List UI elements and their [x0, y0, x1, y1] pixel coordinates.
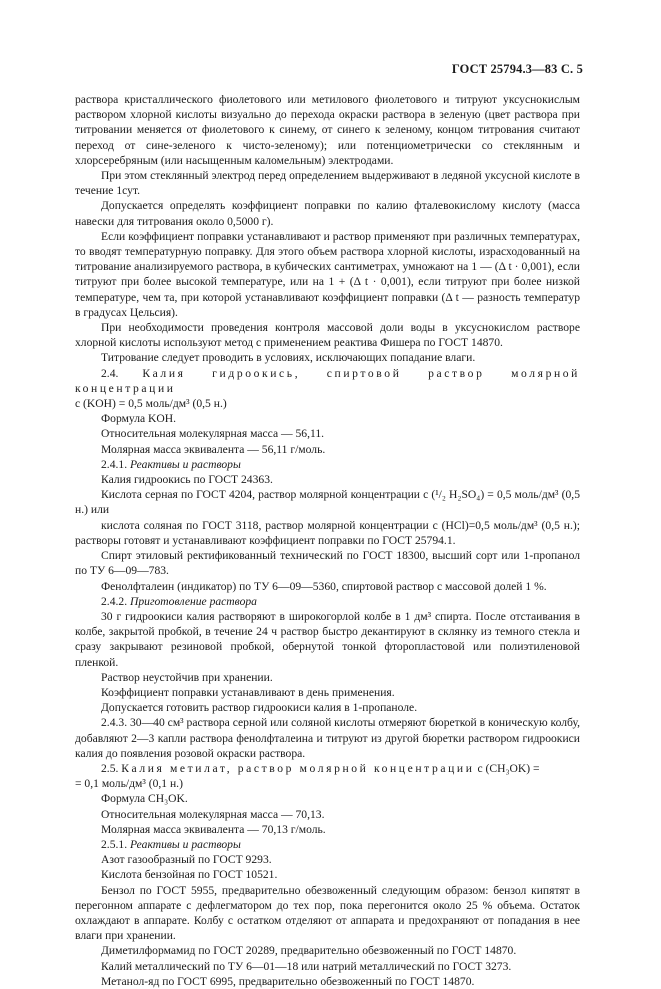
paragraph: 30 г гидроокиси калия растворяют в широкогорлой колбе в 1 дм³ спирта. После отстаивания в колбе, закрытой пробкой, в течение 24 ч раствор быстро декантируют в склянку из темного стекла и сразу закрывают резиновой пробкой, обернутой тонкой фторопластовой или полиэтиленовой пленкой. [75, 609, 580, 669]
paragraph: Относительная молекулярная масса — 56,11. [101, 427, 325, 441]
paragraph: Кислота бензойная по ГОСТ 10521. [101, 868, 278, 882]
section-title: Калия гидроокись, спиртовой раствор молярной концентрации [75, 366, 580, 395]
paragraph: Формула CH₃OK. [101, 792, 188, 806]
section-number: 2.4.2. [101, 594, 128, 608]
paragraph: Титрование следует проводить в условиях, исключающих попадание влаги. [101, 351, 476, 365]
paragraph: Метанол-яд по ГОСТ 6995, предварительно обезвоженный по ГОСТ 14870. [101, 974, 475, 988]
paragraph: кислота соляная по ГОСТ 3118, раствор молярной концентрации c (HCl)=0,5 моль/дм³ (0,5 н.); растворы готовят и устанавливают коэффициент поправки по ГОСТ 25794.1. [75, 518, 580, 547]
document-body [75, 92, 580, 989]
section-heading [75, 761, 580, 776]
paragraph: Раствор неустойчив при хранении. [101, 670, 273, 684]
paragraph: Относительная молекулярная масса — 70,13. [101, 807, 325, 821]
section-title: Приготовление раствора [130, 594, 257, 608]
paragraph: Кислота серная по ГОСТ 4204, раствор молярной концентрации c (¹/₂ H₂SO₄) = 0,5 моль/дм³ (0,5 н.) или [75, 488, 580, 517]
paragraph: раствора кристаллического фиолетового или метилового фиолетового и титруют уксуснокислым раствором хлорной кислоты визуально до перехода окраски раствора в зеленую (цвет раствора при титровании меняется от фиолетового к синему, от синего к зеленому, концом титрования считают переход от сине-зеленого к чисто-зеленому); или потенциометрически со стеклянным и хлорсеребряным (или насыщенным каломельным) электродами. [75, 93, 580, 167]
subsection-heading [75, 457, 580, 472]
section-number: 2.5.1. [101, 837, 128, 851]
paragraph: Калий металлический по ТУ 6—01—18 или натрий металлический по ГОСТ 3273. [101, 959, 512, 973]
paragraph: Фенолфталеин (индикатор) по ТУ 6—09—5360, спиртовой раствор с массовой долей 1 %. [101, 579, 547, 593]
paragraph: Калия гидроокись по ГОСТ 24363. [101, 473, 273, 487]
paragraph: Спирт этиловый ректификованный технический по ГОСТ 18300, высший сорт или 1-пропанол по ТУ 6—09—783. [75, 549, 580, 578]
section-title: Реактивы и растворы [130, 837, 241, 851]
paragraph: Бензол по ГОСТ 5955, предварительно обезвоженный следующим образом: бензол кипятят в перегонном аппарате с дефлегматором до тех пор, пока перегонится около 25 % объема. Остаток охлаждают в аппарате. Колбу с остатком отделяют от аппарата и предохраняют от попадания в нее влаги при хранении. [75, 883, 580, 943]
paragraph: Коэффициент поправки устанавливают в день применения. [101, 685, 395, 699]
section-number: 2.4. [101, 366, 119, 380]
section-title: Реактивы и растворы [130, 457, 241, 471]
paragraph: = 0,1 моль/дм³ (0,1 н.) [75, 777, 183, 791]
paragraph: Диметилформамид по ГОСТ 20289, предварительно обезвоженный по ГОСТ 14870. [101, 944, 517, 958]
subsection-heading [75, 594, 580, 609]
subsection-heading [75, 837, 580, 852]
paragraph: Молярная масса эквивалента — 56,11 г/моль. [101, 442, 326, 456]
paragraph: Допускается определять коэффициент поправки по калию фталевокислому кислоту (масса навески для титрования около 0,5000 г). [75, 199, 580, 228]
section-title-tail: c (CH₃OK) = [477, 761, 540, 775]
paragraph: Формула KOH. [101, 412, 177, 426]
paragraph: Молярная масса эквивалента — 70,13 г/моль. [101, 822, 326, 836]
section-heading [75, 366, 580, 396]
page-header: ГОСТ 25794.3—83 С. 5 [451, 62, 583, 76]
paragraph: Если коэффициент поправки устанавливают и раствор применяют при различных температурах, то вводят температурную поправку. Для этого объем раствора хлорной кислоты, израсходованный на титрование анализируемого раствора, в кубических сантиметрах, умножают на 1 — (Δ t · 0,001), если титруют при более высокой температуре, или на 1 + (Δ t · 0,001), если титруют при более низкой температуре, чем та, при которой устанавливают коэффициент поправки (Δ t — разность температур в градусах Цельсия). [75, 229, 580, 319]
paragraph: При необходимости проведения контроля массовой доли воды в уксуснокислом растворе хлорной кислоты используют метод с применением реактива Фишера по ГОСТ 14870. [75, 321, 580, 350]
paragraph: c (KOH) = 0,5 моль/дм³ (0,5 н.) [75, 397, 227, 411]
section-title: Калия метилат, раствор молярной концентрации [121, 761, 475, 775]
paragraph: Азот газообразный по ГОСТ 9293. [101, 853, 272, 867]
paragraph: При этом стеклянный электрод перед определением выдерживают в ледяной уксусной кислоте в течение 1сут. [75, 169, 580, 198]
paragraph: Допускается готовить раствор гидроокиси калия в 1-пропаноле. [101, 701, 418, 715]
paragraph: 2.4.3. 30—40 см³ раствора серной или соляной кислоты отмеряют бюреткой в коническую колбу, добавляют 2—3 капли раствора фенолфталеина и титруют из другой бюретки раствором гидроокиси калия до появления розовой окраски раствора. [75, 716, 580, 760]
section-number: 2.5. [101, 761, 119, 775]
section-number: 2.4.1. [101, 457, 128, 471]
